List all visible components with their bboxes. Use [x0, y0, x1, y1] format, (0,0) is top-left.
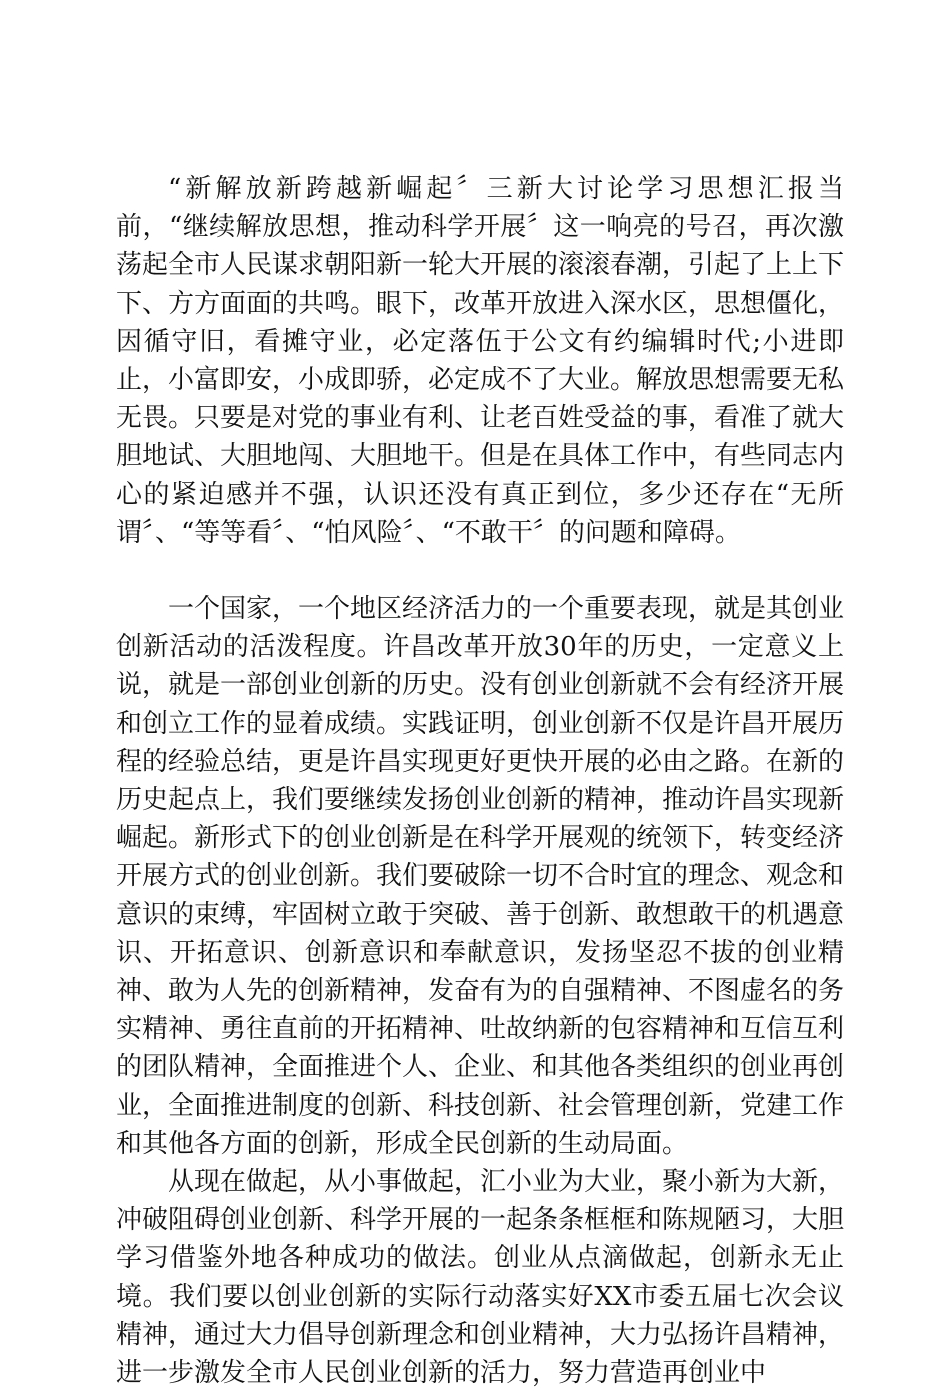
paragraph-3: 从现在做起，从小事做起，汇小业为大业，聚小新为大新，冲破阻碍创业创新、科学开展的一起条条框框和陈规陋习，大胆学习借鉴外地各种成功的做法。创业从点滴做起，创新永无止境。我们要以创业创新的实际行动落实好XX市委五届七次会议精神，通过大力倡导创新理念和创业精神，大力弘扬许昌精神，进一步激发全市人民创业创新的活力，努力营造再创业中: [116, 1167, 845, 1389]
paragraph-1: “新解放新跨越新崛起〞三新大讨论学习思想汇报当前，“继续解放思想，推动科学开展〞这一响亮的号召，再次激荡起全市人民谋求朝阳新一轮大开展的滚滚春潮，引起了上上下下、方方面面的共鸣。眼下，改革开放进入深水区，思想僵化，因循守旧，看摊守业，必定落伍于公文有约编辑时代;小进即止，小富即安，小成即骄，必定成不了大业。解放思想需要无私无畏。只要是对党的事业有利、让老百姓受益的事，看准了就大胆地试、大胆地闯、大胆地干。但是在具体工作中，有些同志内心的紧迫感并不强，认识还没有真正到位，多少还存在“无所谓〞、“等等看〞、“怕风险〞、“不敢干〞的问题和障碍。: [116, 174, 845, 548]
paragraph-spacer: [116, 552, 844, 590]
document-body: [116, 170, 844, 1392]
paragraph-2: 一个国家，一个地区经济活力的一个重要表现，就是其创业创新活动的活泼程度。许昌改革开放30年的历史，一定意义上说，就是一部创业创新的历史。没有创业创新就不会有经济开展和创立工作的显着成绩。实践证明，创业创新不仅是许昌开展历程的经验总结，更是许昌实现更好更快开展的必由之路。在新的历史起点上，我们要继续发扬创业创新的精神，推动许昌实现新崛起。新形式下的创业创新是在科学开展观的统领下，转变经济开展方式的创业创新。我们要破除一切不合时宜的理念、观念和意识的束缚，牢固树立敢于突破、善于创新、敢想敢干的机遇意识、开拓意识、创新意识和奉献意识，发扬坚忍不拔的创业精神、敢为人先的创新精神，发奋有为的自强精神、不图虚名的务实精神、勇往直前的开拓精神、吐故纳新的包容精神和互信互利的团队精神，全面推进个人、企业、和其他各类组织的创业再创业，全面推进制度的创新、科技创新、社会管理创新，党建工作和其他各方面的创新，形成全民创新的生动局面。: [116, 594, 845, 1159]
